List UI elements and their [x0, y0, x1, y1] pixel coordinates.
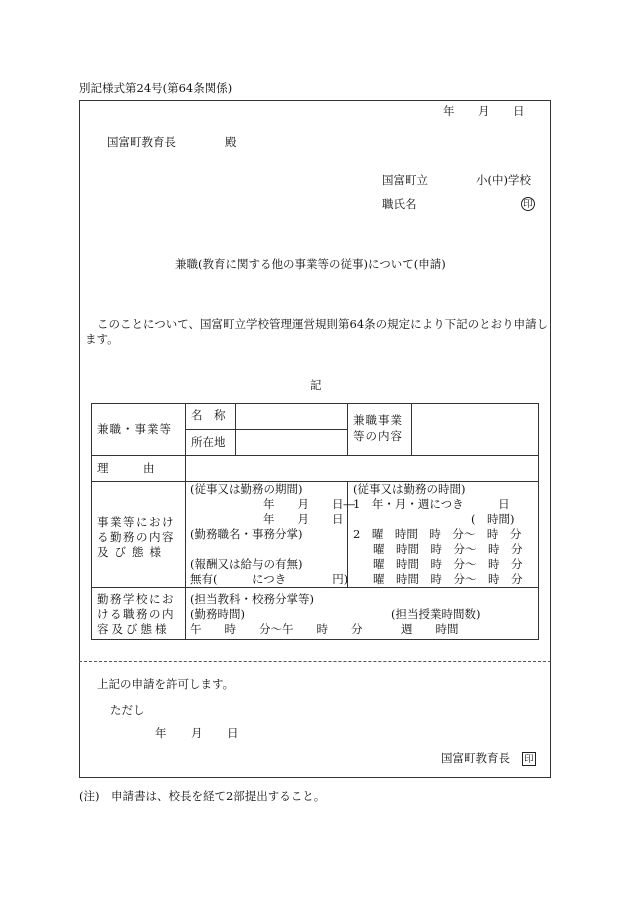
row3-header-line2: る勤務の内容: [97, 530, 175, 544]
footnote: (注) 申請書は、校長を経て2部提出すること。: [79, 789, 326, 803]
location-field-label: 所在地: [191, 435, 226, 449]
date-day: 日: [513, 104, 525, 118]
school-prefix: 国富町立: [382, 173, 428, 187]
time-line6: 曜 時間 時 分～ 時 分: [373, 572, 523, 586]
row4-header-line3: 容及び態様: [97, 622, 170, 636]
period-line2: 年 月 日: [263, 512, 344, 526]
subject-label: (担当教科・校務分掌等): [190, 592, 314, 606]
dashed-separator: [79, 661, 551, 662]
body-text-line2: ます。: [85, 332, 119, 346]
lesson-line: 週 時間: [401, 622, 459, 636]
hours-label: (勤務時間): [190, 607, 245, 621]
row4-header-line1: 勤務学校にお: [97, 592, 175, 606]
name-field-label: 名 称: [191, 408, 226, 422]
approval-authority: 国富町教育長: [441, 751, 510, 765]
time-line3: 2 曜 時間 時 分～ 時 分: [353, 527, 522, 541]
content-header-line2: 等の内容: [353, 429, 403, 443]
date-month: 月: [478, 104, 490, 118]
name-label: 職氏名: [382, 197, 417, 211]
row3-header-line3: 及び態様: [97, 545, 167, 559]
pay-line: 無有( につき 円): [190, 572, 349, 586]
approval-proviso: ただし: [110, 703, 145, 717]
approval-date-day: 日: [227, 726, 239, 740]
authority-seal-icon: 印: [522, 752, 536, 766]
time-line2: ( 時間): [471, 512, 515, 526]
hours-line: 午 時 分～午 時 分: [190, 622, 363, 636]
body-text-line1: このことについて、国富町立学校管理運営規則第64条の規定により下記のとおり申請し: [97, 317, 549, 331]
approval-date-year: 年: [155, 726, 167, 740]
row1-header: 兼職・事業等: [97, 422, 172, 436]
addressee-title: 国富町教育長: [107, 135, 176, 149]
school-suffix: 小(中)学校: [476, 173, 531, 187]
lesson-label: (担当授業時間数): [391, 607, 481, 621]
time-line1: 1 年・月・週につき 日: [353, 497, 510, 511]
applicant-seal-icon: 印: [521, 197, 535, 211]
ki-heading: 記: [310, 378, 322, 392]
row3-header-line1: 事業等におけ: [97, 515, 175, 529]
approval-text: 上記の申請を許可します。: [97, 677, 235, 691]
duty-label: (勤務職名・事務分掌): [190, 527, 303, 541]
approval-date-month: 月: [191, 726, 203, 740]
date-year: 年: [443, 104, 455, 118]
content-header-line1: 兼職事業: [353, 413, 403, 427]
pay-label: (報酬又は給与の有無): [190, 557, 303, 571]
time-label: (従事又は勤務の時間): [353, 482, 466, 496]
document-title: 兼職(教育に関する他の事業等の従事)について(申請): [175, 257, 446, 271]
form-label: 別記様式第24号(第64条関係): [79, 81, 233, 95]
time-line5: 曜 時間 時 分～ 時 分: [373, 557, 523, 571]
addressee-honorific: 殿: [225, 135, 237, 149]
detail-table: [91, 403, 539, 640]
reason-header: 理 由: [97, 461, 155, 475]
row4-header-line2: ける職務の内: [97, 607, 175, 621]
period-line1: 年 月 日―: [263, 497, 355, 511]
period-label: (従事又は勤務の期間): [190, 482, 303, 496]
time-line4: 曜 時間 時 分～ 時 分: [373, 542, 523, 556]
